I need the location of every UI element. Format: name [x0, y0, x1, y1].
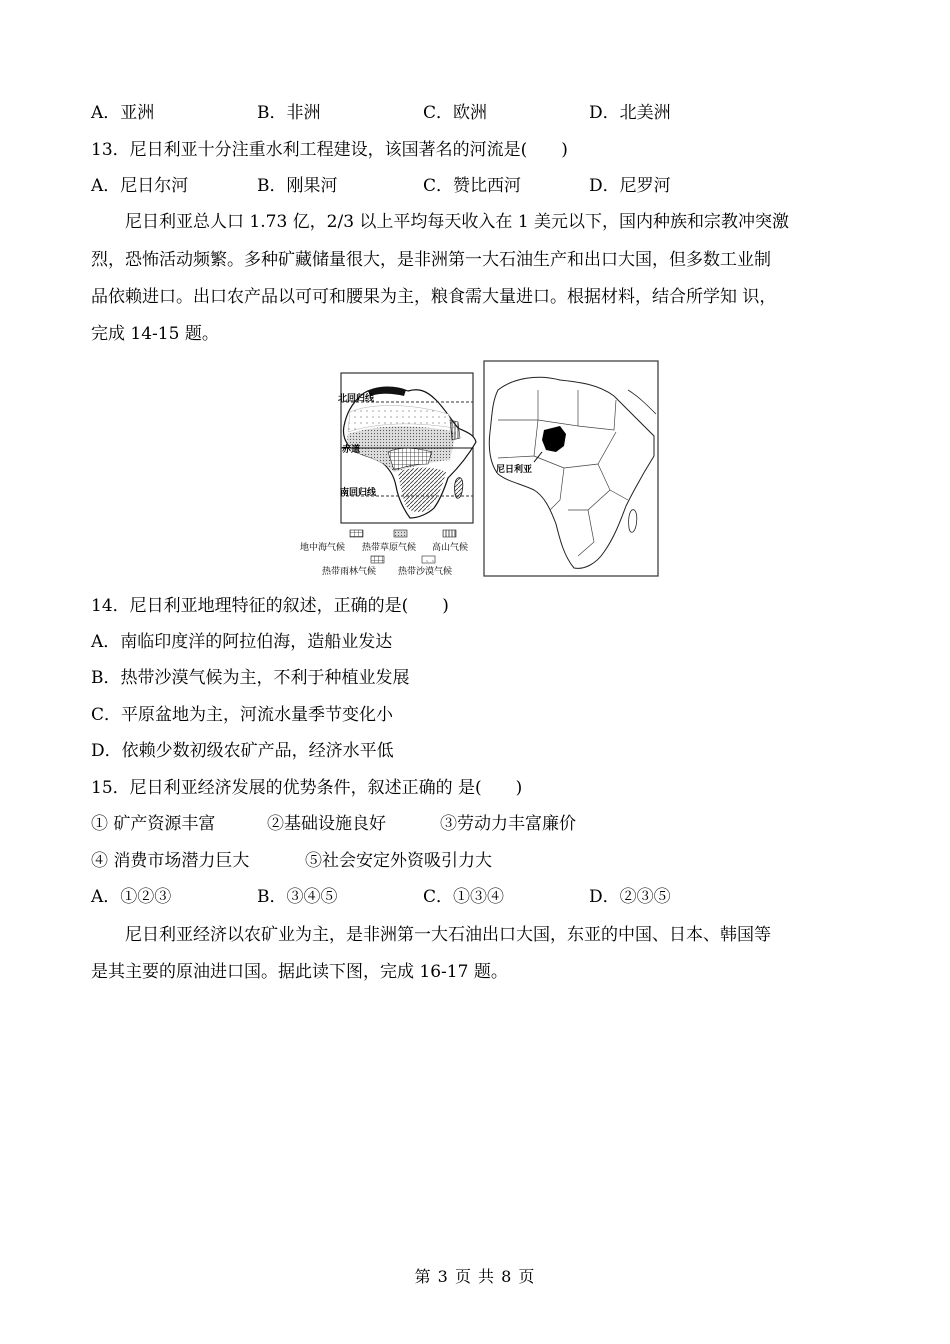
passage1-line-3: 品依赖进口。出口农产品以可可和腰果为主，粮食需大量进口。根据材料，结合所学知 识，: [91, 287, 777, 307]
legend-swatch-savanna: [394, 530, 407, 537]
passage1-line-4: 完成 14-15 题。: [91, 324, 219, 344]
q13-stem: 13．尼日利亚十分注重水利工程建设，该国著名的河流是( ): [91, 140, 568, 160]
q13-option-b: B．刚果河: [257, 176, 338, 196]
legend-mediterranean: 地中海气候: [300, 543, 346, 553]
label-equator: 赤道: [342, 445, 361, 455]
q14-option-b: B．热带沙漠气候为主，不利于种植业发展: [91, 668, 410, 688]
q12-option-a: A．亚洲: [91, 103, 155, 123]
legend-swatch-mediterranean: [350, 530, 363, 537]
passage2-line-2: 是其主要的原油进口国。据此读下图，完成 16-17 题。: [91, 962, 508, 982]
q12-option-c: C．欧洲: [423, 103, 488, 123]
label-tropic-north: 北回归线: [338, 394, 375, 404]
q15-option-c: C．①③④: [423, 887, 505, 907]
legend-swatch-desert: [422, 556, 435, 563]
legend-highland: 高山气候: [432, 543, 469, 553]
q15-item-1: ① 矿产资源丰富: [91, 814, 216, 834]
africa-maps-figure: [298, 360, 660, 580]
q13-option-c: C．赞比西河: [423, 176, 522, 196]
climate-legend: [300, 530, 468, 577]
climate-map: [338, 373, 476, 523]
q15-item-5: ⑤社会安定外资吸引力大: [305, 851, 492, 871]
passage1-line-2: 烈，恐怖活动频繁。多种矿藏储量很大，是非洲第一大石油生产和出口大国，但多数工业制: [91, 250, 771, 270]
q14-option-c: C．平原盆地为主，河流水量季节变化小: [91, 705, 394, 725]
q14-option-a: A．南临印度洋的阿拉伯海，造船业发达: [91, 632, 393, 652]
label-nigeria: 尼日利亚: [496, 465, 533, 475]
q15-option-a: A．①②③: [91, 887, 172, 907]
q15-stem: 15．尼日利亚经济发展的优势条件，叙述正确的 是( ): [91, 778, 523, 798]
label-tropic-south: 南回归线: [340, 488, 377, 498]
q13-option-a: A．尼日尔河: [91, 176, 189, 196]
passage2-line-1: 尼日利亚经济以农矿业为主，是非洲第一大石油出口大国，东亚的中国、日本、韩国等: [125, 925, 771, 945]
q14-option-d: D．依赖少数初级农矿产品，经济水平低: [91, 741, 394, 761]
q15-option-b: B．③④⑤: [257, 887, 338, 907]
q15-item-4: ④ 消费市场潜力巨大: [91, 851, 250, 871]
q12-option-d: D．北美洲: [589, 103, 671, 123]
q12-option-b: B．非洲: [257, 103, 321, 123]
legend-savanna: 热带草原气候: [362, 543, 417, 553]
passage1-line-1: 尼日利亚总人口 1.73 亿，2/3 以上平均每天收入在 1 美元以下，国内种族和宗教冲突激: [125, 212, 790, 232]
legend-rainforest: 热带雨林气候: [322, 567, 377, 577]
q15-item-3: ③劳动力丰富廉价: [440, 814, 576, 834]
africa-political-map: [484, 361, 658, 576]
legend-swatch-highland: [443, 530, 456, 537]
page-footer: 第 3 页 共 8 页: [414, 1267, 536, 1286]
legend-desert: 热带沙漠气候: [398, 567, 453, 577]
q13-option-d: D．尼罗河: [589, 176, 671, 196]
q14-stem: 14．尼日利亚地理特征的叙述，正确的是( ): [91, 596, 449, 616]
q15-option-d: D．②③⑤: [589, 887, 671, 907]
legend-swatch-rainforest: [371, 556, 384, 563]
q15-item-2: ②基础设施良好: [267, 814, 386, 834]
